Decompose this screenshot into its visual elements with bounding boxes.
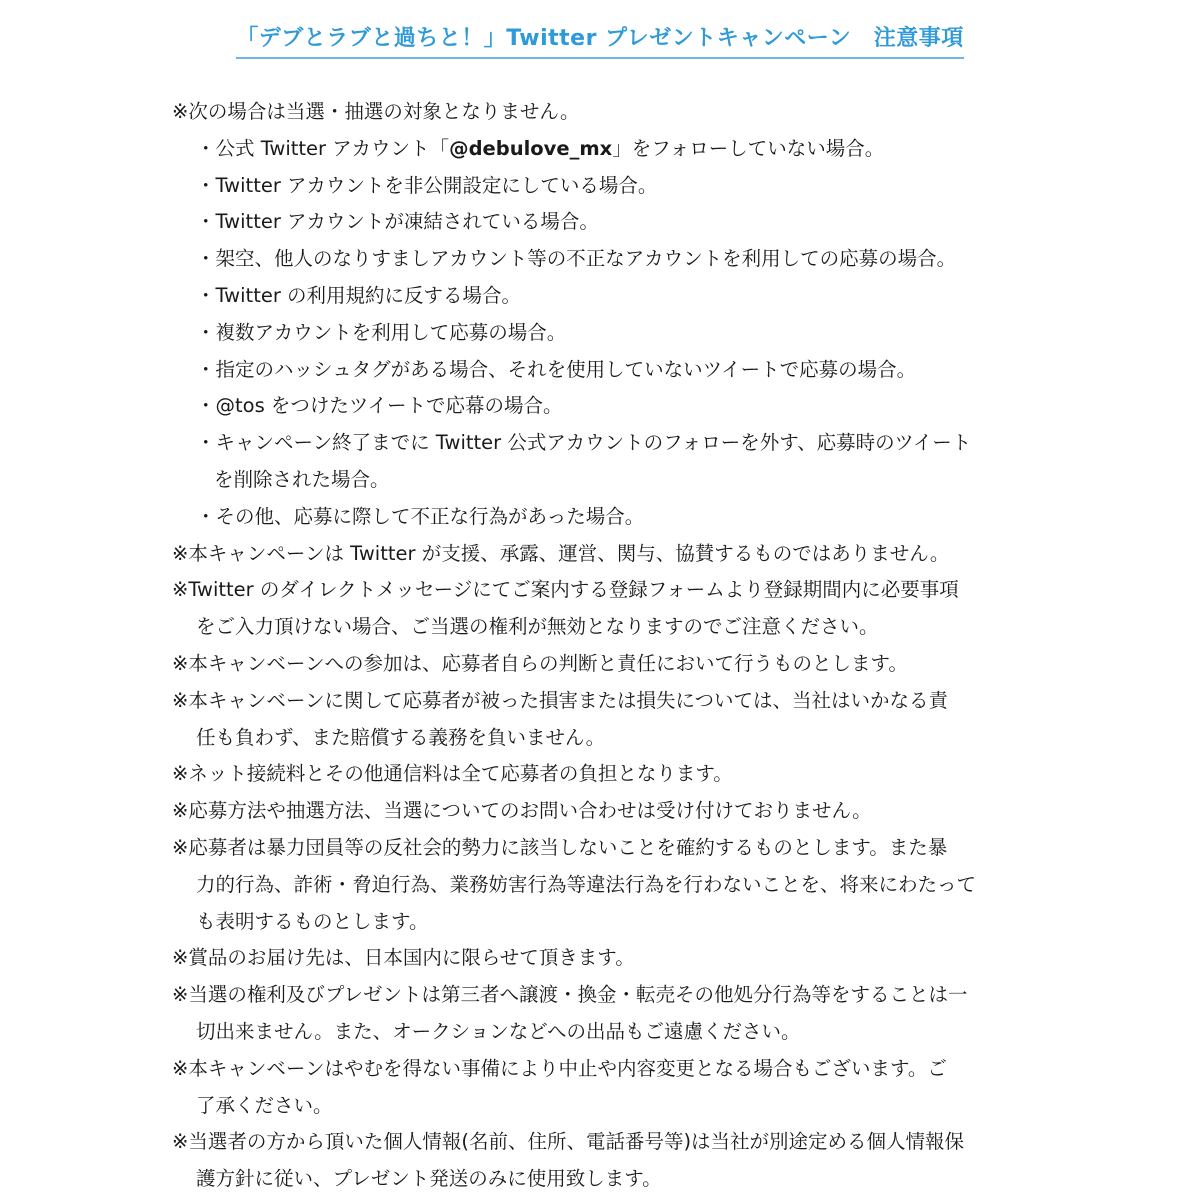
notice-line: をご入力頂けない場合、ご当選の権利が無効となりますのでご注意ください。 (196, 615, 879, 639)
notice-line: ・その他、応募に際して不正な行為があった場合。 (196, 504, 645, 528)
notice-line: ※本キャンベーンに関して応募者が被った損害または損失については、当社はいかなる責 (172, 688, 949, 712)
page-title: 「デブとラブと過ちと！」Twitter プレゼントキャンペーン 注意事項 (236, 24, 964, 59)
notice-line: ・Twitter アカウントを非公開設定にしている場合。 (196, 173, 658, 197)
notice-line: ・Twitter アカウントが凍結されている場合。 (196, 210, 599, 234)
notice-line: ※本キャンペーンは Twitter が支援、承露、運営、関与、協賛するものではありません。 (172, 541, 950, 565)
notice-line: も表明するものとします。 (196, 909, 429, 933)
notice-line: ※当選の権利及びプレゼントは第三者へ譲渡・換金・転売その他処分行為等をすることは一 (172, 983, 968, 1007)
account-handle: @debulove_mx (449, 136, 613, 160)
notice-line: ※Twitter のダイレクトメッセージにてご案内する登録フォームより登録期間内に必要事項 (172, 578, 959, 602)
notice-body (172, 94, 1052, 1198)
title-container (0, 24, 1200, 59)
notice-line-pre: ・公式 Twitter アカウント「 (196, 136, 450, 160)
notice-line: ※賞品のお届け先は、日本国内に限らせて頂きます。 (172, 946, 635, 970)
notice-line: を削除された場合。 (214, 467, 390, 491)
notice-line: 任も負わず、また賠償する義務を負いません。 (196, 725, 606, 749)
notice-line: ・複数アカウントを利用して応募の場合。 (196, 320, 567, 344)
notice-line: 切出来ません。また、オークションなどへの出品もご遠慮ください。 (196, 1019, 801, 1043)
notice-line: ※ネット接続料とその他通信料は全て応募者の負担となります。 (172, 762, 733, 786)
notice-line: ※本キャンベーンへの参加は、応募者自らの判断と責任において行うものとします。 (172, 651, 908, 675)
notice-line: ※応募者は暴力団員等の反社会的勢力に該当しないことを確約するものとします。また暴 (172, 835, 948, 859)
notice-line: ・@tos をつけたツイートで応幕の場合。 (196, 394, 563, 418)
notice-line: 力的行為、詐術・脅迫行為、業務妨害行為等違法行為を行わないことを、将来にわたって (196, 872, 977, 896)
notice-line-account-follow (172, 131, 1052, 168)
notice-line: ※応募方法や抽選方法、当選についてのお問い合わせは受け付けておりません。 (172, 799, 872, 823)
notice-line-post: 」をフォローしていない場合。 (612, 136, 885, 160)
notice-line: 護方針に従い、プレゼント発送のみに使用致します。 (196, 1167, 662, 1191)
notice-line: ・キャンペーン終了までに Twitter 公式アカウントのフォローを外す、応募時のツイート (196, 431, 972, 455)
notice-line: ※本キャンベーンはやむを得ない事備により中止や内容変更となる場合もございます。ご (172, 1056, 947, 1080)
notice-line: ・Twitter の利用規約に反する場合。 (196, 283, 522, 307)
notice-line: ・指定のハッシュタグがある場合、それを使用していないツイートで応募の場合。 (196, 357, 917, 381)
notice-line: ※当選者の方から頂いた個人情報(名前、住所、電話番号等)は当社が別途定める個人情報保 (172, 1130, 965, 1154)
notice-line: 了承ください。 (196, 1093, 333, 1117)
notice-line: ※次の場合は当選・抽選の対象となりません。 (172, 100, 580, 123)
notice-line: ・架空、他人のなりすましアカウント等の不正なアカウントを利用しての応募の場合。 (196, 247, 957, 271)
